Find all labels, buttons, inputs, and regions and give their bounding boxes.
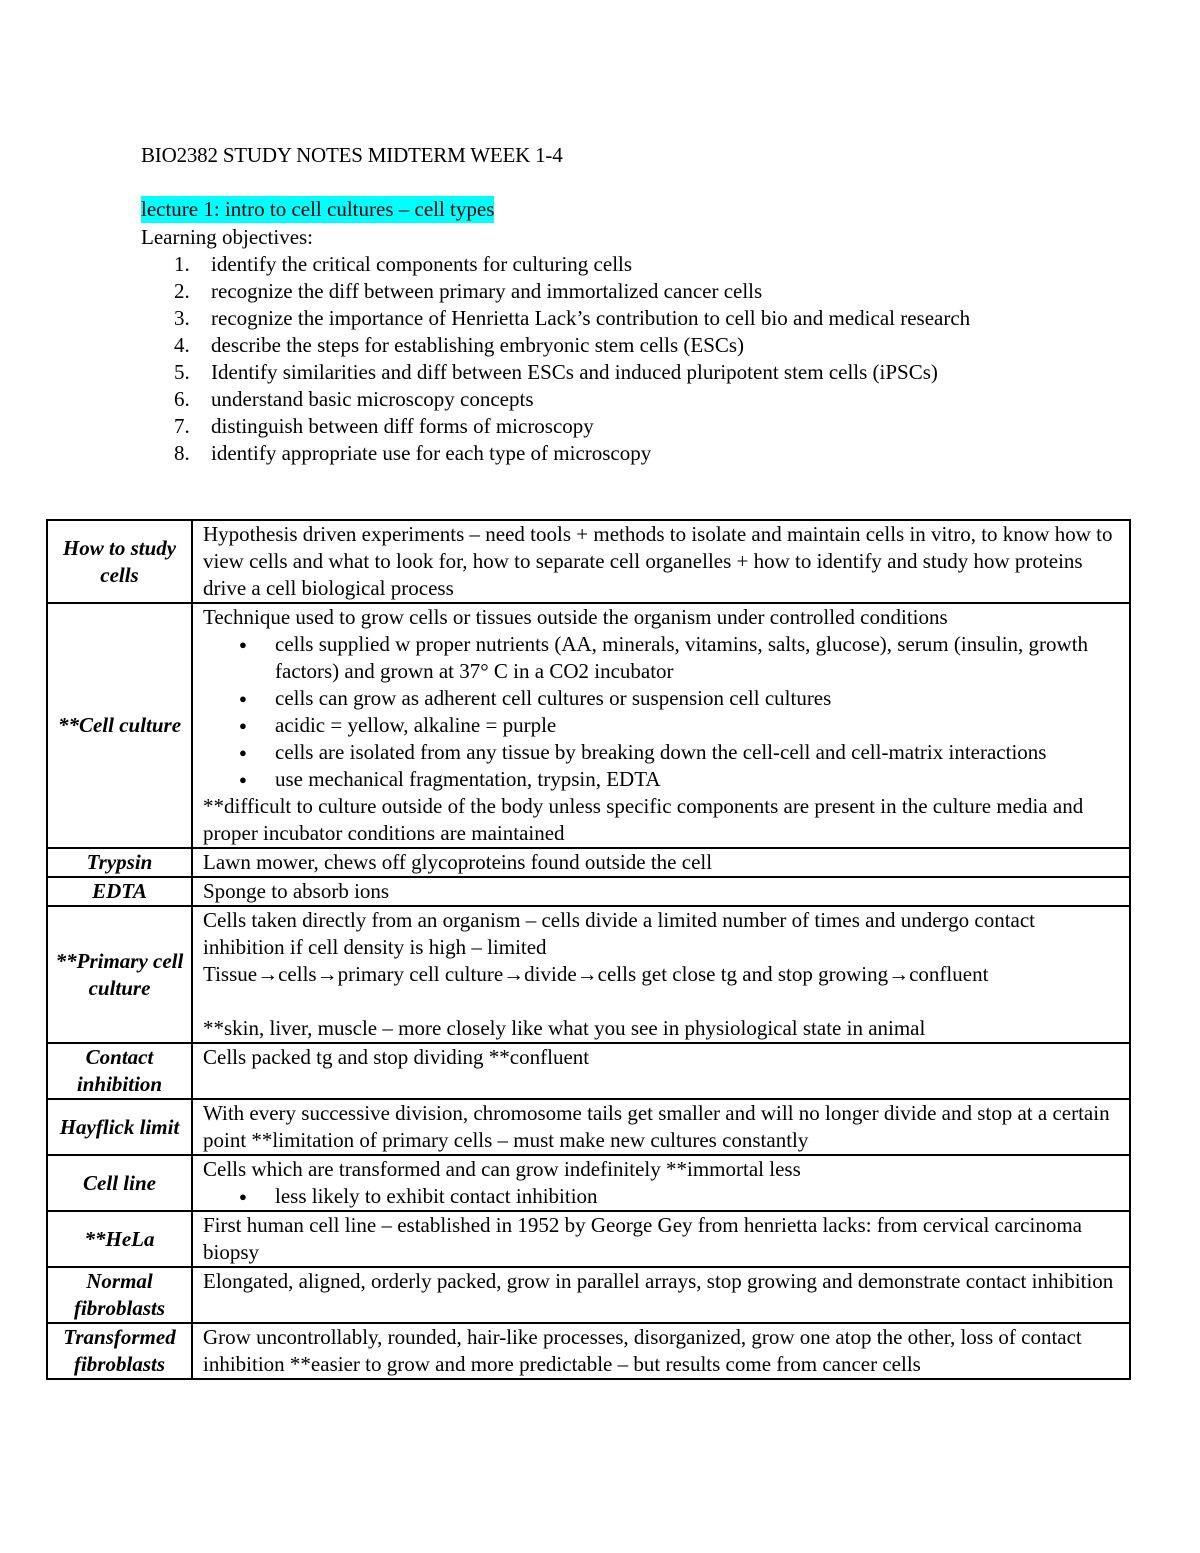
bullet-list bbox=[203, 1183, 1121, 1210]
objective-item: 7. distinguish between diff forms of microscopy bbox=[174, 414, 594, 438]
objective-item: 2. recognize the diff between primary and immortalized cancer cells bbox=[174, 279, 763, 303]
document-title: BIO2382 STUDY NOTES MIDTERM WEEK 1-4 bbox=[141, 143, 563, 167]
term-cell: Transformed fibroblasts bbox=[47, 1323, 192, 1379]
term-cell: Contact inhibition bbox=[47, 1043, 192, 1099]
definition-cell: Hypothesis driven experiments – need tools + methods to isolate and maintain cells in vitro, to know how to view cells and what to look for, how to separate cell organelles + how to identify and study how proteins drive a cell biological process bbox=[192, 520, 1130, 603]
objective-item: 6. understand basic microscopy concepts bbox=[174, 387, 534, 411]
definition-cell: Technique used to grow cells or tissues outside the organism under controlled conditions ● cells supplied w proper nutrients (AA, minerals, vitamins, salts, glucose), serum (insulin, growth factors) and grown at 37° C in a CO2 incubator ● cells can grow as adherent cell cultures or suspension cell cultures ● acidic = yellow, alkaline = purple ● cells are isolated from any tissue by breaking down the cell-cell and cell-matrix interactions ● use mechanical fragmentation, trypsin, EDTA **difficult to culture outside of the body unless specific components are present in the culture media and proper incubator conditions are maintained bbox=[192, 603, 1130, 848]
definition-cell: Lawn mower, chews off glycoproteins found outside the cell bbox=[192, 848, 1130, 877]
bullet-item: ● less likely to exhibit contact inhibition bbox=[203, 1183, 1121, 1210]
objectives-list bbox=[141, 251, 1041, 467]
objective-item: 4. describe the steps for establishing embryonic stem cells (ESCs) bbox=[174, 333, 745, 357]
bullet-item: ● cells can grow as adherent cell cultures or suspension cell cultures bbox=[203, 685, 1121, 712]
term-cell: Trypsin bbox=[47, 848, 192, 877]
definition-cell: With every successive division, chromosome tails get smaller and will no longer divide and stop at a certain point **limitation of primary cells – must make new cultures constantly bbox=[192, 1099, 1130, 1155]
table-row bbox=[47, 520, 1130, 603]
table-row bbox=[47, 1323, 1130, 1379]
objective-item: 8. identify appropriate use for each type of microscopy bbox=[174, 441, 652, 465]
term-cell: EDTA bbox=[47, 877, 192, 906]
table-row bbox=[47, 1043, 1130, 1099]
bullet-item: ● cells are isolated from any tissue by breaking down the cell-cell and cell-matrix interactions bbox=[203, 739, 1121, 766]
objectives-label: Learning objectives: bbox=[141, 225, 314, 249]
table-row bbox=[47, 1099, 1130, 1155]
term-cell: **Primary cell culture bbox=[47, 906, 192, 1043]
definition-cell: First human cell line – established in 1952 by George Gey from henrietta lacks: from cervical carcinoma biopsy bbox=[192, 1211, 1130, 1267]
table-row bbox=[47, 906, 1130, 1043]
bullet-list bbox=[203, 631, 1121, 793]
bullet-item: ● cells supplied w proper nutrients (AA, minerals, vitamins, salts, glucose), serum (insulin, growth factors) and grown at 37° C in a CO2 incubator bbox=[203, 631, 1121, 685]
definition-cell: Grow uncontrollably, rounded, hair-like processes, disorganized, grow one atop the other, loss of contact inhibition **easier to grow and more predictable – but results come from cancer cells bbox=[192, 1323, 1130, 1379]
objective-item: 3. recognize the importance of Henrietta Lack’s contribution to cell bio and medical research bbox=[174, 306, 971, 330]
table-row bbox=[47, 848, 1130, 877]
table-row bbox=[47, 1155, 1130, 1211]
definition-cell: Cells taken directly from an organism – cells divide a limited number of times and undergo contact inhibition if cell density is high – limited Tissue→cells→primary cell culture→divide→cells get close tg and stop growing→confluent **skin, liver, muscle – more closely like what you see in physiological state in animal bbox=[192, 906, 1130, 1043]
table-row bbox=[47, 1267, 1130, 1323]
objective-item: 5. Identify similarities and diff between ESCs and induced pluripotent stem cells (iPSCs) bbox=[174, 360, 938, 384]
term-cell: Cell line bbox=[47, 1155, 192, 1211]
lecture-heading: lecture 1: intro to cell cultures – cell types bbox=[141, 197, 495, 221]
definition-cell: Cells packed tg and stop dividing **confluent bbox=[192, 1043, 1130, 1099]
table-row bbox=[47, 877, 1130, 906]
term-cell: Hayflick limit bbox=[47, 1099, 192, 1155]
notes-table bbox=[46, 519, 1131, 1380]
bullet-item: ● use mechanical fragmentation, trypsin, EDTA bbox=[203, 766, 1121, 793]
bullet-item: ● acidic = yellow, alkaline = purple bbox=[203, 712, 1121, 739]
term-cell: **Cell culture bbox=[47, 603, 192, 848]
table-row bbox=[47, 1211, 1130, 1267]
definition-cell: Cells which are transformed and can grow indefinitely **immortal less ● less likely to exhibit contact inhibition bbox=[192, 1155, 1130, 1211]
definition-cell: Sponge to absorb ions bbox=[192, 877, 1130, 906]
table-row bbox=[47, 603, 1130, 848]
term-cell: **HeLa bbox=[47, 1211, 192, 1267]
term-cell: Normal fibroblasts bbox=[47, 1267, 192, 1323]
definition-cell: Elongated, aligned, orderly packed, grow in parallel arrays, stop growing and demonstrate contact inhibition bbox=[192, 1267, 1130, 1323]
term-cell: How to study cells bbox=[47, 520, 192, 603]
objective-item: 1. identify the critical components for culturing cells bbox=[174, 252, 633, 276]
